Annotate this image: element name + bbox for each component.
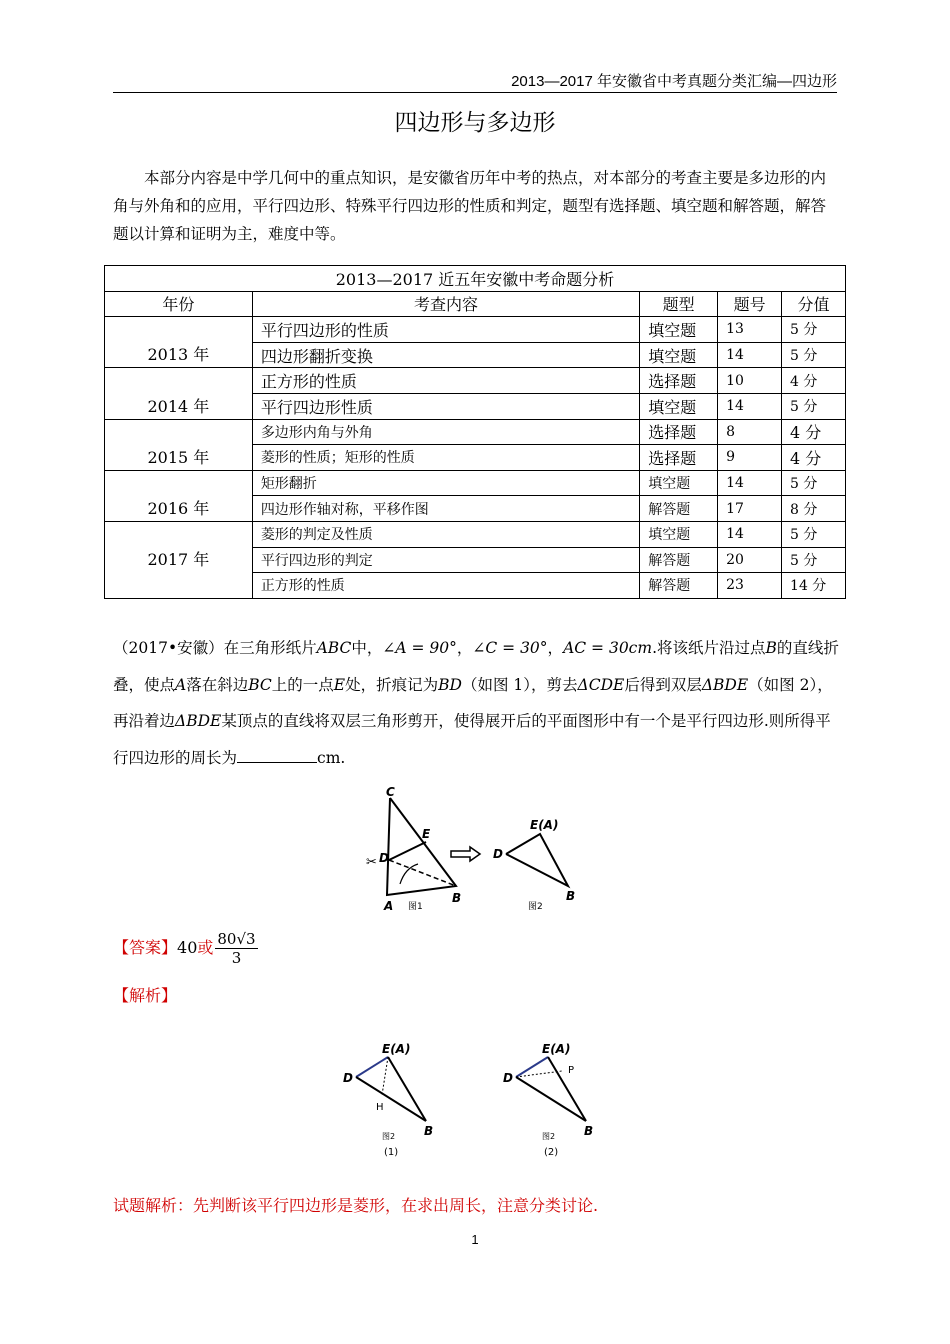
score-cell: 4 分 xyxy=(782,368,846,394)
label-d-2: D xyxy=(503,1071,513,1085)
problem-figure xyxy=(360,778,600,913)
answer-blank xyxy=(237,744,317,763)
document-header: 2013—2017 年安徽省中考真题分类汇编—四边形 xyxy=(511,73,837,90)
math-triangle-bde: ΔBDE xyxy=(701,675,749,694)
num-cell: 23 xyxy=(718,573,782,599)
table-caption: 2013—2017 近五年安徽中考命题分析 xyxy=(105,266,846,292)
arrow-icon xyxy=(451,847,480,861)
num-cell: 17 xyxy=(718,496,782,522)
scissors-icon: ✂ xyxy=(366,855,377,870)
math-point-e: E xyxy=(333,675,346,694)
score-cell: 5 分 xyxy=(782,547,846,573)
score-cell: 5 分 xyxy=(782,521,846,547)
year-cell: 2013 年 xyxy=(105,317,253,368)
figure-caption-2: 图2 xyxy=(528,902,543,912)
header-score: 分值 xyxy=(782,291,846,317)
problem-text-segment: ， xyxy=(547,639,564,657)
table-row xyxy=(105,419,846,445)
math-angle-a: ∠A = 90° xyxy=(382,639,457,657)
problem-text-segment: ， xyxy=(456,639,473,657)
problem-text-segment: 的直线折叠，使点 xyxy=(113,639,839,694)
content-cell: 平行四边形性质 xyxy=(252,393,639,419)
year-cell: 2016 年 xyxy=(105,470,253,521)
score-cell: 5 分 xyxy=(782,317,846,343)
problem-text-segment: 某顶点的直线将双层三角形剪开，使得展开后的平面图形中有一个是平行四边形.则所得平行四边形的周长为 xyxy=(113,712,831,767)
type-cell: 解答题 xyxy=(640,573,718,599)
header-number: 题号 xyxy=(718,291,782,317)
table-row xyxy=(105,368,846,394)
problem-text-segment: （如图 2），再沿着边 xyxy=(113,675,833,730)
subfigure-1: (1) xyxy=(384,1147,399,1158)
type-cell: 填空题 xyxy=(640,521,718,547)
label-b-2: B xyxy=(584,1124,594,1138)
figure-1-triangle xyxy=(387,798,456,895)
type-cell: 填空题 xyxy=(640,342,718,368)
content-cell: 多边形内角与外角 xyxy=(252,419,639,445)
type-cell: 填空题 xyxy=(640,393,718,419)
type-cell: 解答题 xyxy=(640,496,718,522)
content-cell: 正方形的性质 xyxy=(252,573,639,599)
fraction-numerator: 80√3 xyxy=(217,930,256,948)
header-rule xyxy=(113,92,837,93)
table-row xyxy=(105,470,846,496)
analysis-figure xyxy=(330,1035,620,1165)
label-a: A xyxy=(384,899,394,913)
subfigure-2: (2) xyxy=(544,1147,559,1158)
problem-text-segment: 中， xyxy=(351,639,383,657)
score-cell: 5 分 xyxy=(782,393,846,419)
label-d2: D xyxy=(493,847,503,861)
analysis-triangle-2 xyxy=(516,1057,586,1121)
table-row xyxy=(105,521,846,547)
type-cell: 填空题 xyxy=(640,317,718,343)
num-cell: 14 xyxy=(718,393,782,419)
num-cell: 9 xyxy=(718,445,782,471)
math-ac-length: AC = 30cm xyxy=(563,639,653,657)
intro-paragraph: 本部分内容是中学几何中的重点知识，是安徽省历年中考的热点，对本部分的考查主要是多边形的内角与外角和的应用，平行四边形、特殊平行四边形的性质和判定，题型有选择题、填空题和解答题，解答题以计算和证明为主，难度中等。 xyxy=(113,169,827,243)
problem-text-segment: （如图 1），剪去 xyxy=(461,675,578,694)
math-triangle-bde: ΔBDE xyxy=(175,712,222,730)
content-cell: 菱形的性质；矩形的性质 xyxy=(252,445,639,471)
answer-or: 或 xyxy=(197,938,214,957)
math-angle-c: ∠C = 30° xyxy=(472,639,548,657)
label-ea: E(A) xyxy=(530,818,559,832)
math-bc: BC xyxy=(248,675,272,694)
problem-text xyxy=(113,630,843,776)
problem-text-segment: 后得到双层 xyxy=(624,675,702,694)
content-cell: 平行四边形的性质 xyxy=(252,317,639,343)
type-cell: 选择题 xyxy=(640,368,718,394)
problem-text-segment: 处，折痕记为 xyxy=(345,675,439,694)
label-h: H xyxy=(376,1102,384,1113)
page-number: 1 xyxy=(471,1232,479,1247)
problem-source: （2017•安徽） xyxy=(113,639,224,657)
problem-unit: cm. xyxy=(317,748,346,767)
problem-text-segment: .将该纸片沿过点 xyxy=(652,639,766,657)
label-d-1: D xyxy=(343,1071,353,1085)
num-cell: 14 xyxy=(718,521,782,547)
figure-caption-1: 图1 xyxy=(408,902,423,912)
exam-analysis-table xyxy=(104,265,846,599)
num-cell: 8 xyxy=(718,419,782,445)
label-b2: B xyxy=(566,889,576,903)
label-c: C xyxy=(386,785,395,799)
answer-fraction xyxy=(215,930,257,967)
content-cell: 矩形翻折 xyxy=(252,470,639,496)
type-cell: 选择题 xyxy=(640,419,718,445)
year-cell: 2017 年 xyxy=(105,521,253,598)
score-cell: 5 分 xyxy=(782,342,846,368)
type-cell: 选择题 xyxy=(640,445,718,471)
answer-value-1: 40 xyxy=(177,938,198,957)
year-cell: 2014 年 xyxy=(105,368,253,419)
num-cell: 13 xyxy=(718,317,782,343)
figure-caption-b: 图2 xyxy=(542,1132,556,1141)
score-cell: 14 分 xyxy=(782,573,846,599)
label-d: D xyxy=(379,851,389,865)
answer-label: 【答案】 xyxy=(113,938,178,957)
score-cell: 8 分 xyxy=(782,496,846,522)
content-cell: 菱形的判定及性质 xyxy=(252,521,639,547)
problem-text-segment: 落在斜边 xyxy=(186,675,249,694)
num-cell: 14 xyxy=(718,470,782,496)
math-point-b: B xyxy=(765,639,777,657)
page-title: 四边形与多边形 xyxy=(394,110,556,136)
content-cell: 四边形作轴对称，平移作图 xyxy=(252,496,639,522)
type-cell: 解答题 xyxy=(640,547,718,573)
label-ea-1: E(A) xyxy=(382,1042,411,1056)
math-point-a: A xyxy=(175,675,187,694)
num-cell: 20 xyxy=(718,547,782,573)
score-cell: 5 分 xyxy=(782,470,846,496)
content-cell: 四边形翻折变换 xyxy=(252,342,639,368)
analysis-label: 【解析】 xyxy=(113,986,178,1005)
fraction-denominator: 3 xyxy=(231,949,242,967)
label-b-1: B xyxy=(424,1124,434,1138)
label-p: P xyxy=(568,1065,575,1076)
year-cell: 2015 年 xyxy=(105,419,253,470)
figure-caption-a: 图2 xyxy=(382,1132,396,1141)
math-abc: ABC xyxy=(316,639,352,657)
num-cell: 10 xyxy=(718,368,782,394)
analysis-triangle-1 xyxy=(356,1057,426,1121)
table-row xyxy=(105,317,846,343)
figure-2-triangle xyxy=(506,834,568,886)
header-year: 年份 xyxy=(105,291,253,317)
label-e: E xyxy=(422,827,431,841)
content-cell: 平行四边形的判定 xyxy=(252,547,639,573)
header-type: 题型 xyxy=(640,291,718,317)
math-triangle-cde: ΔCDE xyxy=(577,675,625,694)
math-bd: BD xyxy=(438,675,462,694)
label-ea-2: E(A) xyxy=(542,1042,571,1056)
type-cell: 填空题 xyxy=(640,470,718,496)
table-header-row xyxy=(105,291,846,317)
score-cell: 4 分 xyxy=(782,445,846,471)
num-cell: 14 xyxy=(718,342,782,368)
label-b: B xyxy=(452,891,462,905)
answer-line xyxy=(113,930,258,967)
score-cell: 4 分 xyxy=(782,419,846,445)
problem-text-segment: 在三角形纸片 xyxy=(223,639,317,657)
explanation-text: 试题解析：先判断该平行四边形是菱形，在求出周长，注意分类讨论. xyxy=(113,1196,599,1215)
content-cell: 正方形的性质 xyxy=(252,368,639,394)
header-content: 考查内容 xyxy=(252,291,639,317)
problem-text-segment: 上的一点 xyxy=(271,675,334,694)
